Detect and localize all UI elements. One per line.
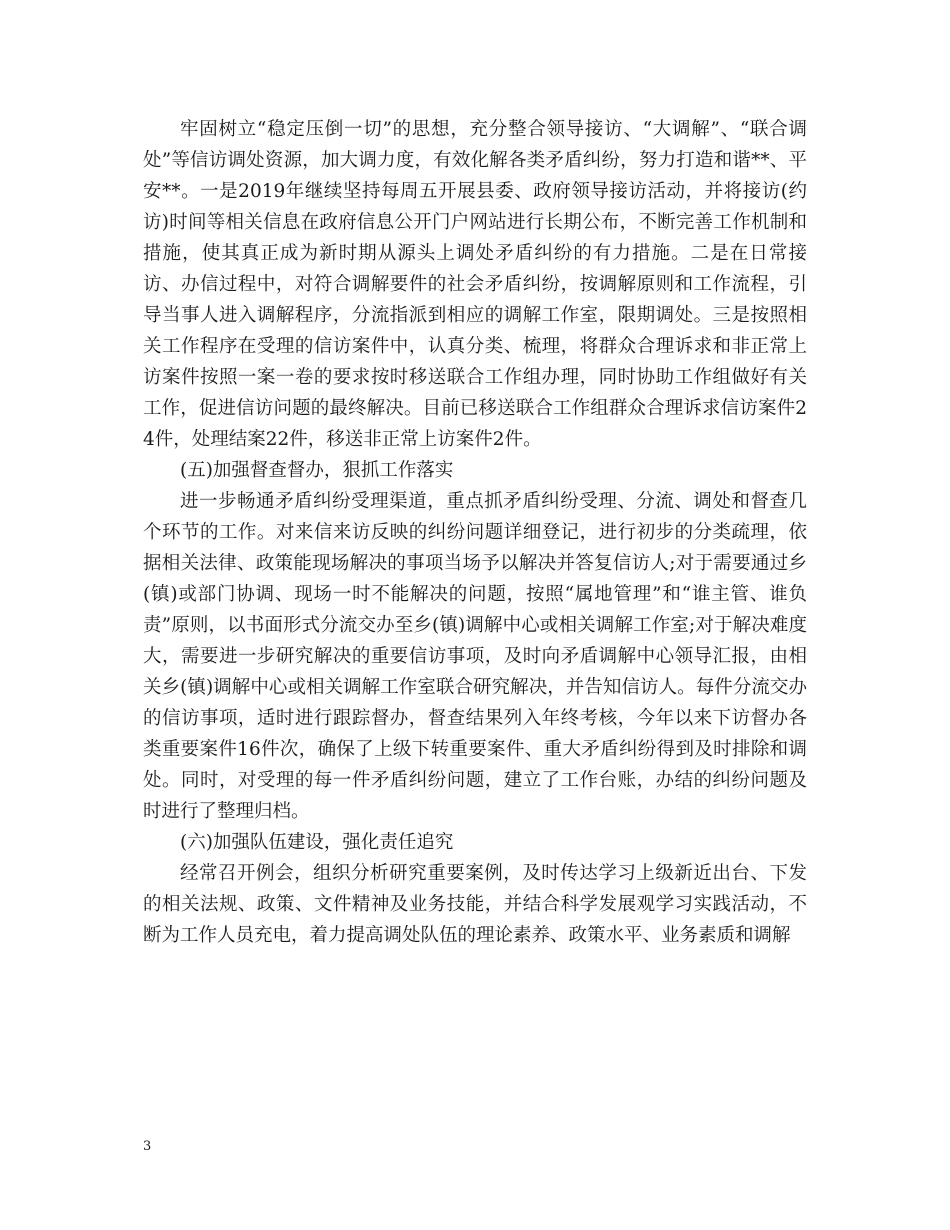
paragraph-supervision: 进一步畅通矛盾纠纷受理渠道，重点抓矛盾纠纷受理、分流、调处和督查几个环节的工作。对来信来访反映的纠纷问题详细登记，进行初步的分类疏理，依据相关法律、政策能现场解决的事项当场予以解决并答复信访人;对于需要通过乡(镇)或部门协调、现场一时不能解决的问题，按照“属地管理”和“谁主管、谁负责”原则，以书面形式分流交办至乡(镇)调解中心或相关调解工作室;对于解决难度大，需要进一步研究解决的重要信访事项，及时向矛盾调解中心领导汇报，由相关乡(镇)调解中心或相关调解工作室联合研究解决，并告知信访人。每件分流交办的信访事项，适时进行跟踪督办，督查结果列入年终考核，今年以来下访督办各类重要案件16件次，确保了上级下转重要案件、重大矛盾纠纷得到及时排除和调处。同时，对受理的每一件矛盾纠纷问题，建立了工作台账，办结的纠纷问题及时进行了整理归档。 [143, 491, 807, 822]
section-heading-6: (六)加强队伍建设，强化责任追究 [180, 832, 454, 853]
paragraph-stability: 牢固树立“稳定压倒一切”的思想，充分整合领导接访、“大调解”、“联合调处”等信访调处资源，加大调力度，有效化解各类矛盾纠纷，努力打造和谐**、平安**。一是2019年继续坚持每周五开展县委、政府领导接访活动，并将接访(约访)时间等相关信息在政府信息公开门户网站进行长期公布，不断完善工作机制和措施，使其真正成为新时期从源头上调处矛盾纠纷的有力措施。二是在日常接访、办信过程中，对符合调解要件的社会矛盾纠纷，按调解原则和工作流程，引导当事人进入调解程序，分流指派到相应的调解工作室，限期调处。三是按照相关工作程序在受理的信访案件中，认真分类、梳理，将群众合理诉求和非正常上访案件按照一案一卷的要求按时移送联合工作组办理，同时协助工作组做好有关工作，促进信访问题的最终解决。目前已移送联合工作组群众合理诉求信访案件24件，处理结案22件，移送非正常上访案件2件。 [143, 119, 807, 450]
page-number: 3 [143, 1139, 152, 1154]
section-heading-5: (五)加强督查督办，狠抓工作落实 [180, 460, 454, 481]
document-body [143, 114, 807, 951]
paragraph-team-building: 经常召开例会，组织分析研究重要案例，及时传达学习上级新近出台、下发的相关法规、政策、文件精神及业务技能，并结合科学发展观学习实践活动，不断为工作人员充电，着力提高调处队伍的理论素养、政策水平、业务素质和调解 [143, 863, 807, 946]
